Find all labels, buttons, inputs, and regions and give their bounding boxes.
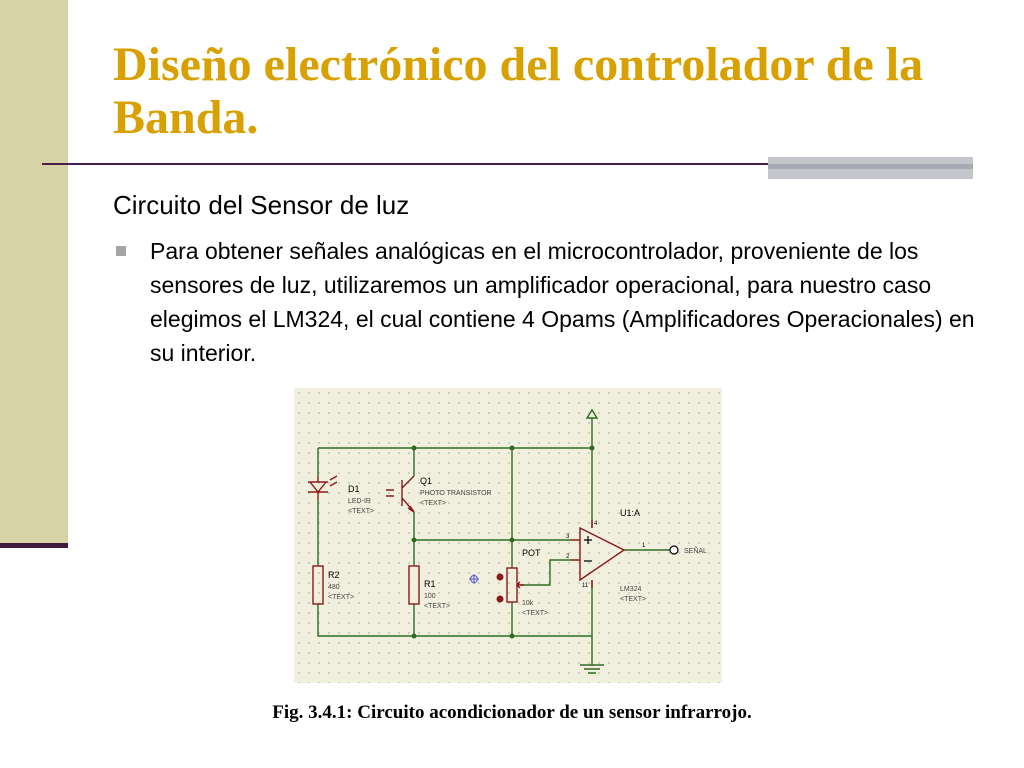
- title-accent-bar: [768, 157, 973, 179]
- bullet-square-icon: [116, 246, 126, 256]
- r2-text: <TEXT>: [328, 594, 355, 601]
- d1-type: LED-IR: [348, 498, 371, 505]
- pot-text: <TEXT>: [522, 610, 549, 617]
- pin-11: 11: [582, 583, 589, 589]
- output-label: SEÑAL: [684, 548, 707, 555]
- pin-1: 1: [642, 543, 646, 549]
- d1-text: <TEXT>: [348, 508, 375, 515]
- pot-ref: POT: [522, 548, 541, 558]
- r2-ref: R2: [328, 570, 340, 580]
- u1-ref: U1:A: [620, 508, 641, 518]
- slide-title: Diseño electrónico del controlador de la Banda.: [113, 38, 924, 144]
- left-accent-divider: [0, 543, 68, 548]
- pin-4: 4: [594, 521, 598, 527]
- circuit-diagram: [294, 388, 722, 683]
- r2-value: 480: [328, 584, 340, 591]
- q1-type: PHOTO TRANSISTOR: [420, 490, 492, 497]
- r1-ref: R1: [424, 579, 436, 589]
- bullet-paragraph: Para obtener señales analógicas en el microcontrolador, proveniente de los sensores de luz, utilizaremos un amplificador operacional, para nuestro caso elegimos el LM324, el cual contiene 4 Opams (Amplificadores Operacionales) en su interior.: [150, 238, 975, 366]
- slide-subtitle: Circuito del Sensor de luz: [113, 190, 410, 220]
- u1-text: <TEXT>: [620, 596, 647, 603]
- pin-2: 2: [566, 554, 570, 560]
- d1-ref: D1: [348, 484, 360, 494]
- r1-value: 100: [424, 593, 436, 600]
- pot-value: 10k: [522, 600, 534, 607]
- q1-text: <TEXT>: [420, 500, 447, 507]
- pin-3: 3: [566, 534, 570, 540]
- q1-ref: Q1: [420, 476, 433, 486]
- u1-type: LM324: [620, 586, 642, 593]
- r1-text: <TEXT>: [424, 603, 451, 610]
- left-accent-bar: [0, 0, 68, 545]
- figure-caption: Fig. 3.4.1: Circuito acondicionador de un sensor infrarrojo.: [272, 702, 752, 723]
- circuit-figure: [294, 388, 722, 683]
